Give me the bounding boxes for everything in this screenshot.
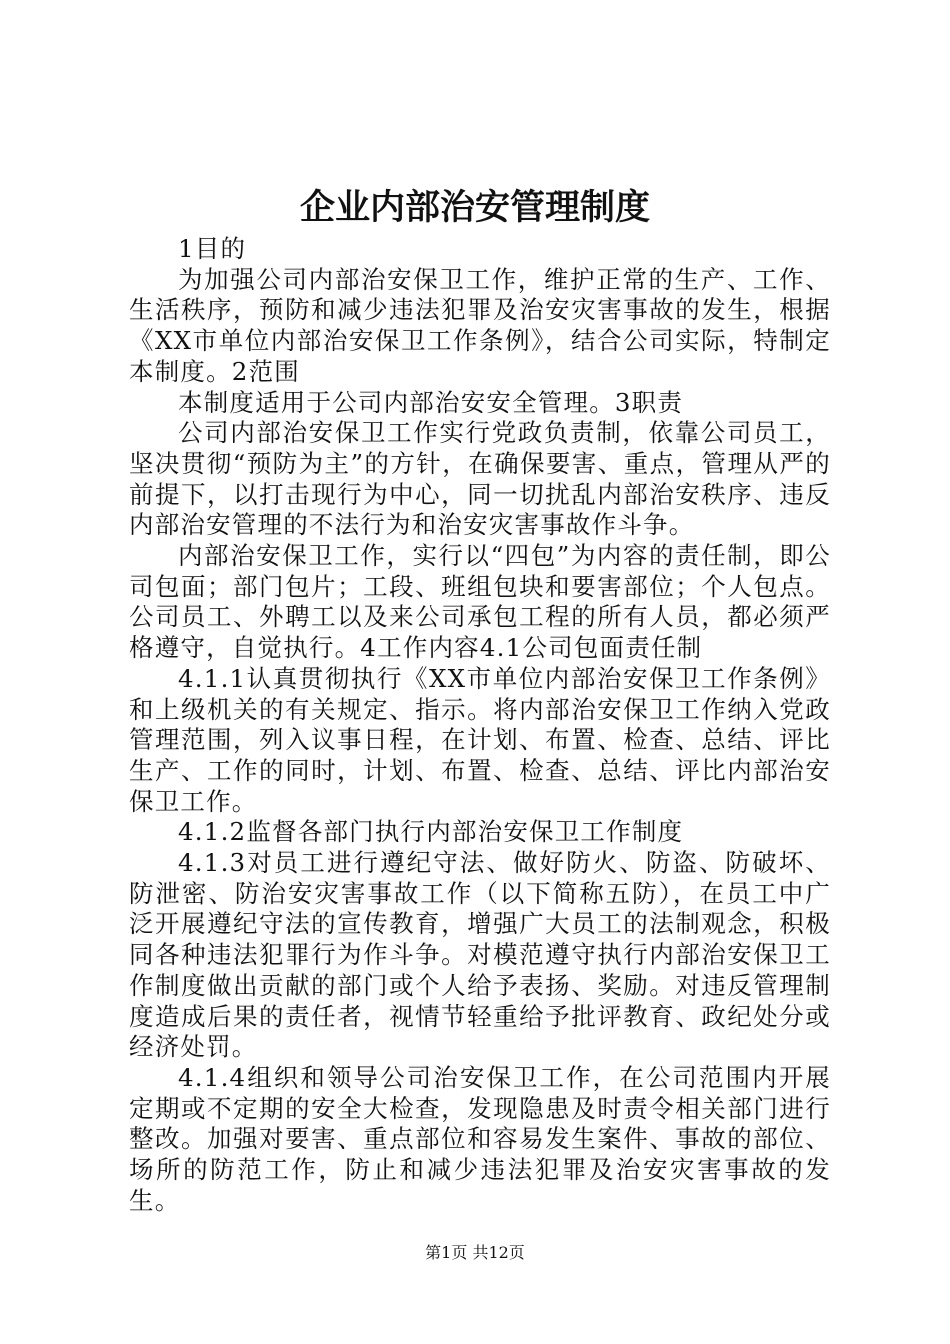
paragraph-purpose-heading: 1目的	[178, 234, 247, 263]
paragraph-purpose: 为加强公司内部治安保卫工作，维护正常的生产、工作、生活秩序，预防和减少违法犯罪及治安灾害事故的发生，根据《XX市单位内部治安保卫工作条例》，结合公司实际，特制定本制度。2范围	[129, 264, 831, 386]
paragraph-4-1-1: 4.1.1认真贯彻执行《XX市单位内部治安保卫工作条例》和上级机关的有关规定、指示。将内部治安保卫工作纳入党政管理范围，列入议事日程，在计划、布置、检查、总结、评比生产、工作的同时，计划、布置、检查、总结、评比内部治安保卫工作。	[129, 663, 831, 816]
paragraph-4-1-2: 4.1.2监督各部门执行内部治安保卫工作制度	[178, 817, 684, 847]
document-body	[129, 234, 831, 1217]
paragraph-4-1-4: 4.1.4组织和领导公司治安保卫工作，在公司范围内开展定期或不定期的安全大检查，发现隐患及时责令相关部门进行整改。加强对要害、重点部位和容易发生案件、事故的部位、场所的防范工作，防止和减少违法犯罪及治安灾害事故的发生。	[129, 1062, 831, 1215]
paragraph-four-packages: 内部治安保卫工作，实行以“四包”为内容的责任制，即公司包面；部门包片；工段、班组包块和要害部位；个人包点。公司员工、外聘工以及来公司承包工程的所有人员，都必须严格遵守，自觉执行。4工作内容4.1公司包面责任制	[129, 541, 831, 663]
document-title: 企业内部治安管理制度	[299, 187, 650, 228]
paragraph-4-1-3: 4.1.3对员工进行遵纪守法、做好防火、防盗、防破坏、防泄密、防治安灾害事故工作（以下简称五防），在员工中广泛开展遵纪守法的宣传教育，增强广大员工的法制观念，积极同各种违法犯罪行为作斗争。对模范遵守执行内部治安保卫工作制度做出贡献的部门或个人给予表扬、奖励。对违反管理制度造成后果的责任者，视情节轻重给予批评教育、政纪处分或经济处罚。	[129, 848, 831, 1062]
page-footer: 第1页 共12页	[425, 1243, 525, 1262]
paragraph-scope: 本制度适用于公司内部治安安全管理。3职责	[178, 387, 684, 417]
paragraph-responsibility: 公司内部治安保卫工作实行党政负责制，依靠公司员工，坚决贯彻“预防为主”的方针，在确保要害、重点，管理从严的前提下，以打击现行为中心，同一切扰乱内部治安秩序、违反内部治安管理的不法行为和治安灾害事故作斗争。	[129, 418, 831, 540]
